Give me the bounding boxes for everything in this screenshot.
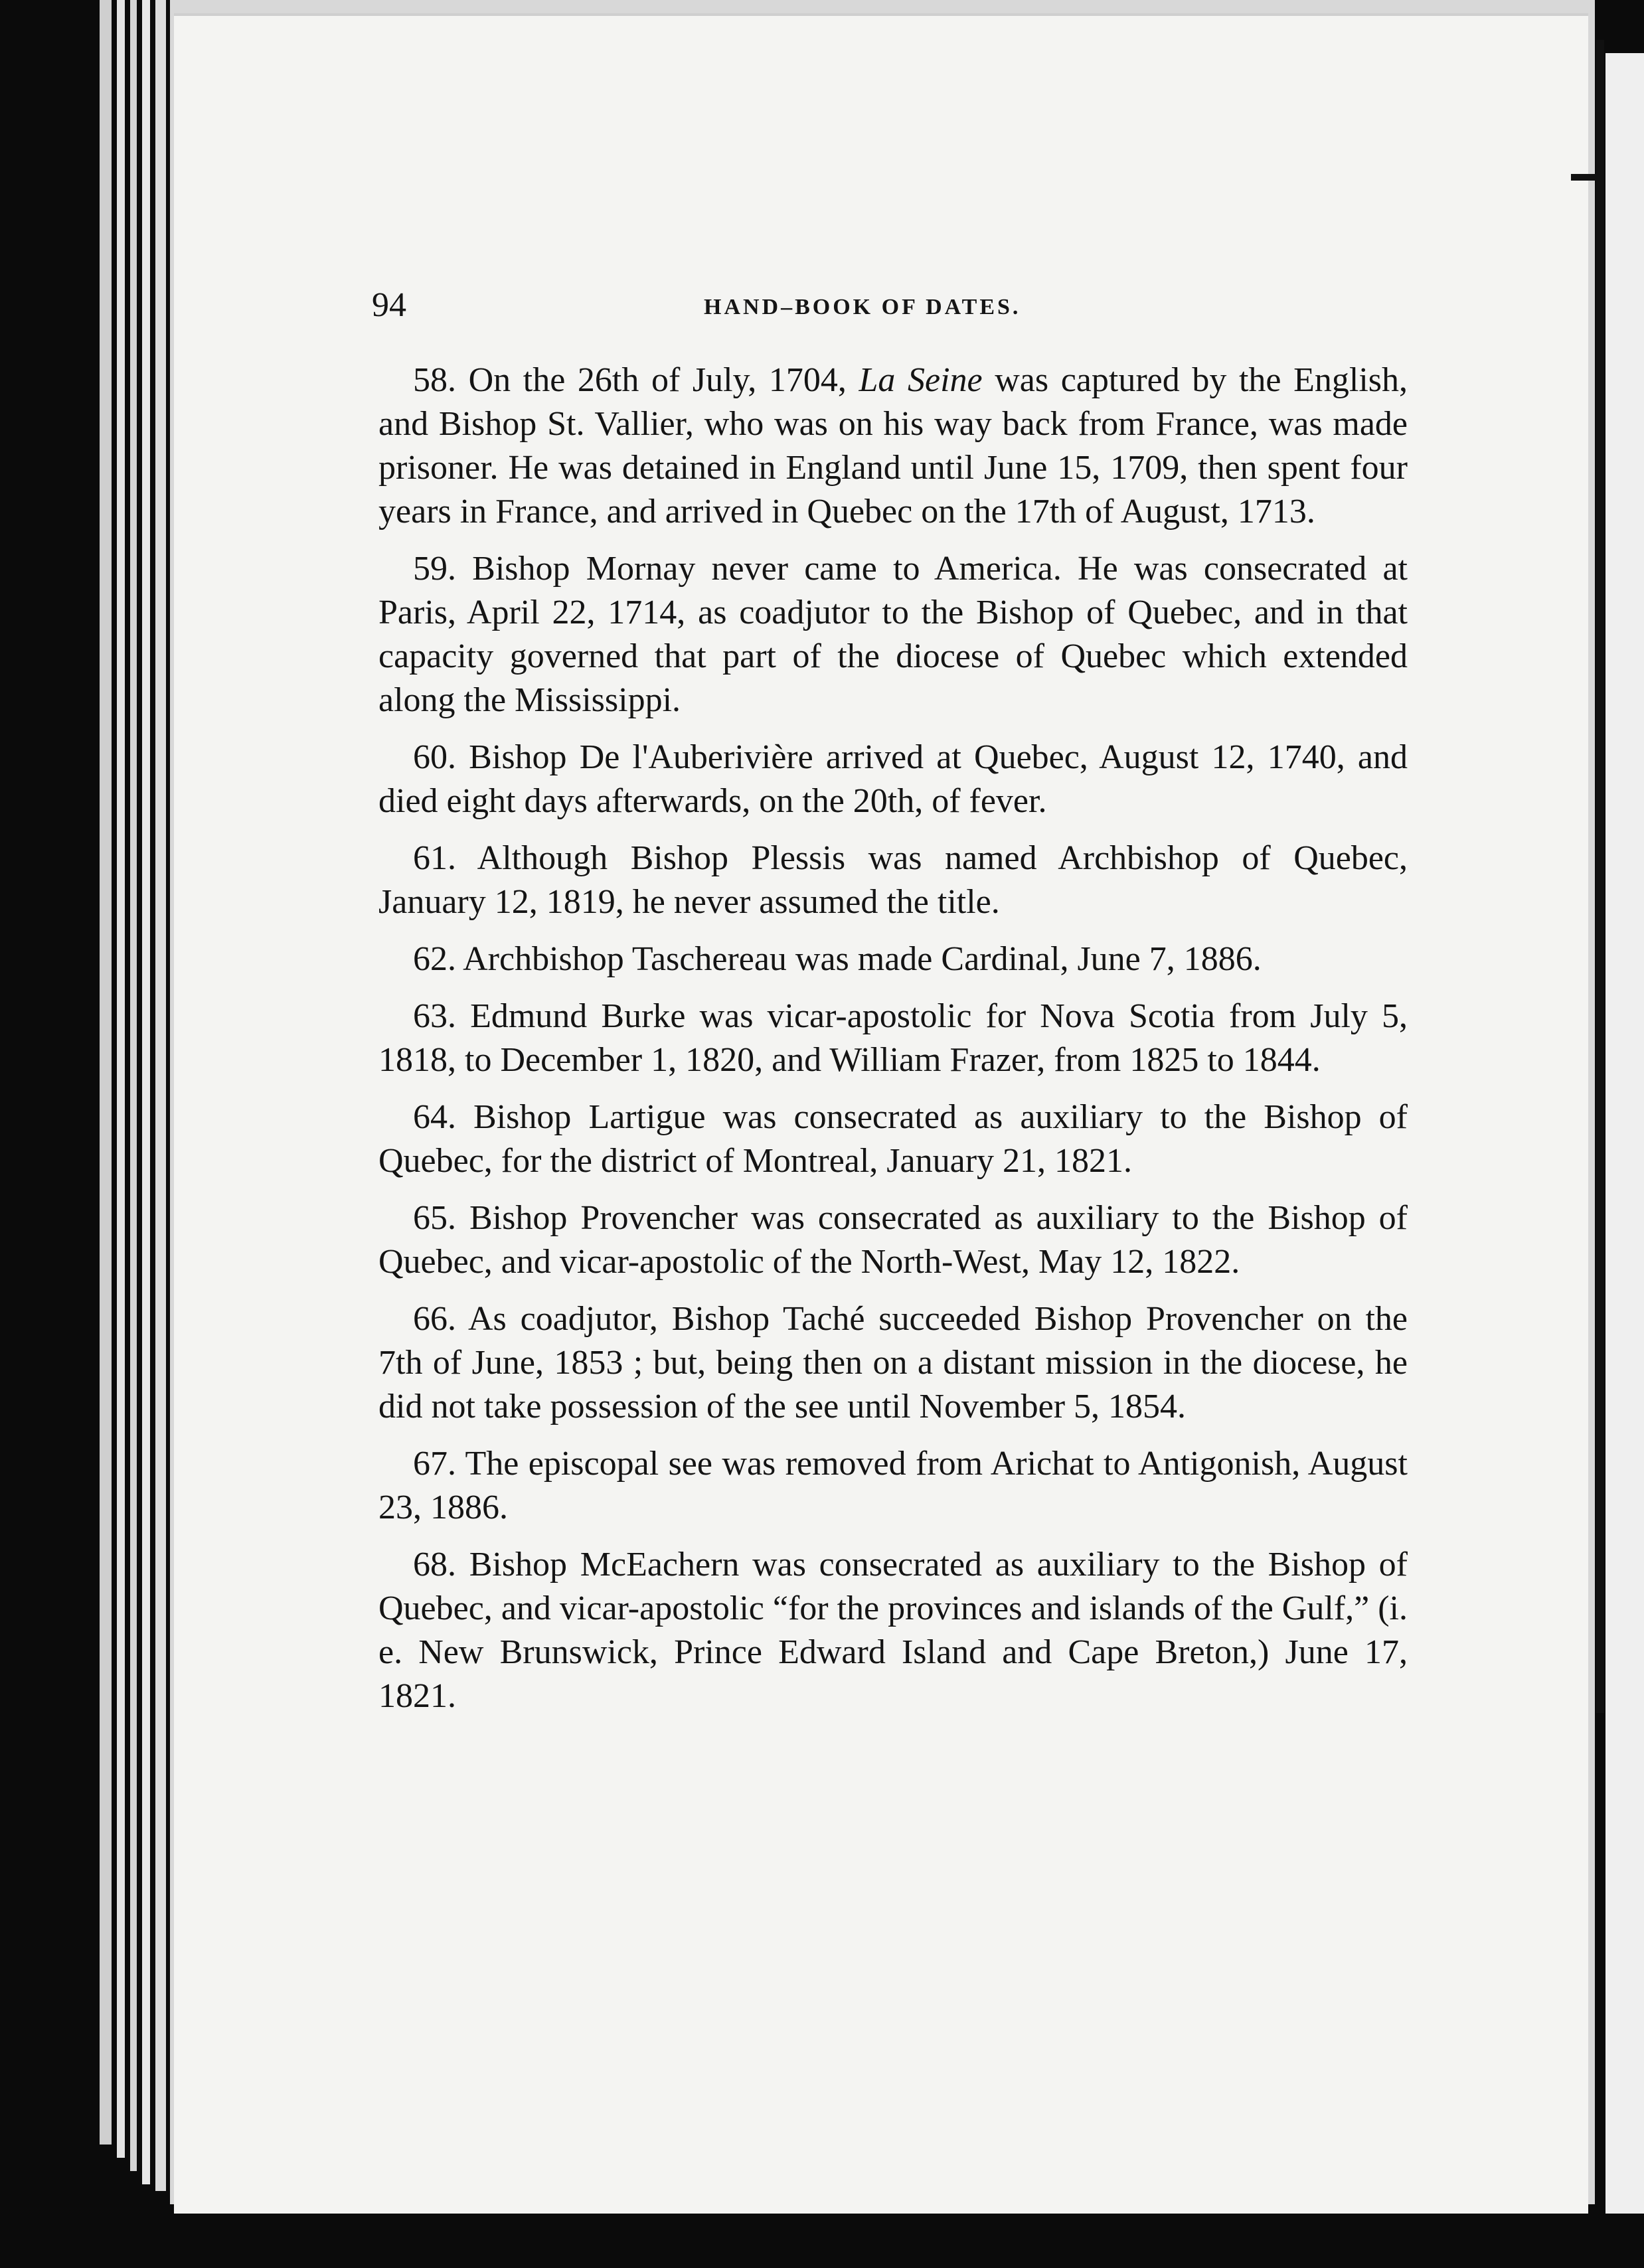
paragraph-58 — [378, 359, 1408, 534]
paragraph-63: 63. Edmund Burke was vicar-apostolic for Nova Scotia from July 5, 1818, to December 1, 1820, and William Frazer, from 1825 to 1844. — [378, 997, 1408, 1079]
binding-tab — [1571, 174, 1603, 181]
page-header — [372, 285, 1461, 339]
scan-background — [0, 2214, 1644, 2268]
page-edge — [117, 0, 125, 2158]
page-number: 94 — [372, 286, 406, 324]
ship-name: La Seine — [859, 361, 983, 399]
binding-line — [1596, 40, 1604, 1713]
paragraph-text: was captured by the English, and Bishop St. Vallier, who was on his way back from France, was made prisoner. He was detained in England until June 15, 1709, then spent four years in France, and arrived in Quebec on the 17th of August, 1713. — [378, 361, 1408, 530]
running-head: HAND–BOOK OF DATES. — [704, 295, 1021, 319]
paragraph-62: 62. Archbishop Taschereau was made Cardinal, June 7, 1886. — [413, 940, 1262, 978]
paragraph-60: 60. Bishop De l'Auberivière arrived at Quebec, August 12, 1740, and died eight days afterwards, on the 20th, of fever. — [378, 738, 1408, 820]
paragraph-67: 67. The episcopal see was removed from Arichat to Antigonish, August 23, 1886. — [378, 1445, 1408, 1526]
paragraph-66: 66. As coadjutor, Bishop Taché succeeded Bishop Provencher on the 7th of June, 1853 ; but, being then on a distant mission in the diocese, he did not take possession of the see until November 5, 1854. — [378, 1300, 1408, 1425]
page-edge — [155, 0, 166, 2191]
paragraph-text: 58. On the 26th of July, 1704, — [413, 361, 859, 399]
paragraph-65: 65. Bishop Provencher was consecrated as auxiliary to the Bishop of Quebec, and vicar-apostolic of the North-West, May 12, 1822. — [378, 1199, 1408, 1281]
page-edge — [130, 0, 137, 2171]
page-edge — [100, 0, 112, 2145]
paragraph-68: 68. Bishop McEachern was consecrated as auxiliary to the Bishop of Quebec, and vicar-apostolic “for the provinces and islands of the Gulf,” (i. e. New Brunswick, Prince Edward Island and Cape Breton,) June 17, 1821. — [378, 1546, 1408, 1715]
paragraph-64: 64. Bishop Lartigue was consecrated as auxiliary to the Bishop of Quebec, for the district of Montreal, January 21, 1821. — [378, 1098, 1408, 1180]
body-text — [378, 359, 1408, 1732]
paragraph-61: 61. Although Bishop Plessis was named Archbishop of Quebec, January 12, 1819, he never assumed the title. — [378, 839, 1408, 921]
facing-page-edge — [1605, 53, 1644, 2244]
paragraph-59: 59. Bishop Mornay never came to America. He was consecrated at Paris, April 22, 1714, as coadjutor to the Bishop of Quebec, and in that capacity governed that part of the diocese of Quebec which extended along the Mississippi. — [378, 550, 1408, 719]
page-edge — [142, 0, 150, 2184]
